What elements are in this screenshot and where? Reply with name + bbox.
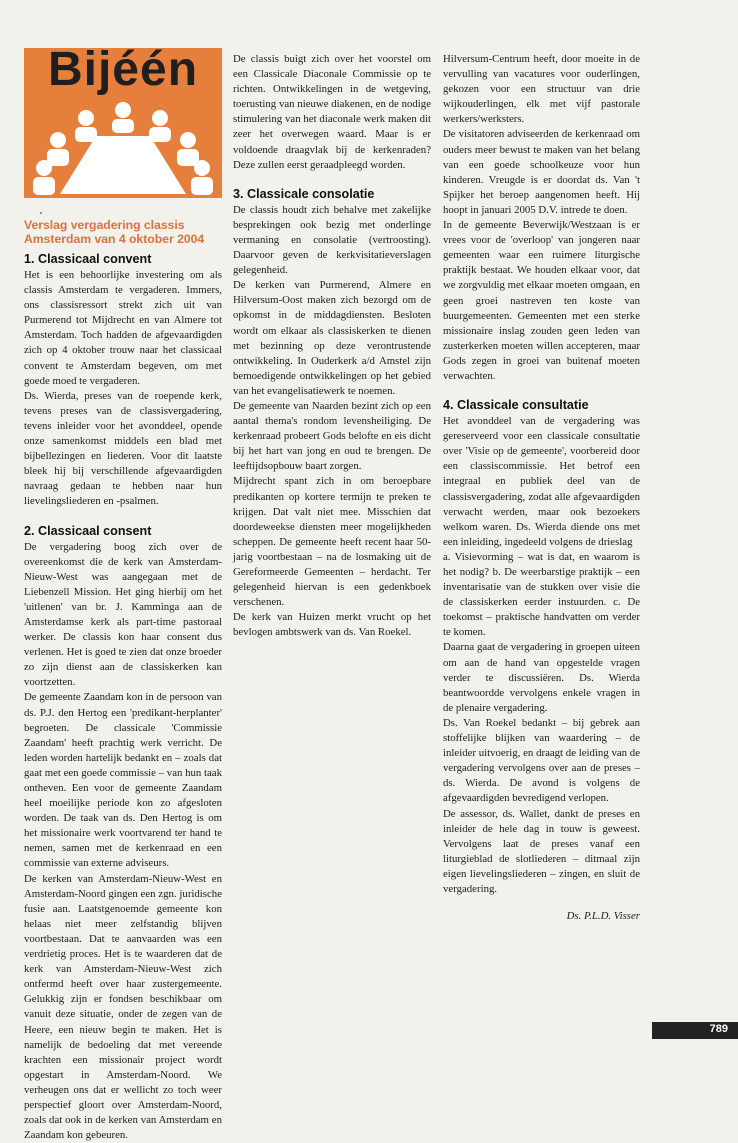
paragraph: Het is een behoorlijke investering om als classis Amsterdam te vergaderen. Immers, ons classisressort strekt zich uit van Purmerend tot Mijdrecht en van Almere tot Amsterdam. Toch hadden de afgevaardigden zich op 4 oktober trouw naar het classicaal convent te Amsterdam begeven, om met goede moed te vergaderen. [24, 269, 222, 387]
paragraph: Ds. Wierda, preses van de roepende kerk, tevens preses van de classisvergadering, tevens inleider voor het avonddeel, opende onze samenkomst middels een blad met bijbellezingen en liederen. Voor dit laatste bleek hij bij verschillende afgevaardigden navraag gedaan te hebben naar hun lievelingsliederen en -psalmen. [24, 389, 222, 508]
paragraph: De classis buigt zich over het voorstel om een Classicale Diaconale Commissie op te richten. Ontwikkelingen in de wetgeving, toerusting van nieuwe diakenen, en de nodige stimulering van het diaconale werk maken dit zeer het overwegen waard. Maar is er voldoende draagvlak bij de kerkenraden? Deze zullen eerst geraadpleegd worden. [233, 53, 431, 171]
paragraph: De vergadering boog zich over de overeenkomst die de kerk van Amsterdam-Nieuw-West was aangegaan met de Liebenzell Mission. Het ging hierbij om het 'uitlenen' van br. J. Kamminga aan de Amsterdamse kerk als part-time pastoraal werker. De classis kon haar consent dus verlenen. Het is goed te zien dat onze broeder zo zijn dienst aan de classiskerken kan voortzetten. [24, 540, 222, 689]
report-title: Verslag vergadering classis Amsterdam van 4 oktober 2004 [24, 218, 205, 247]
paragraph: a. Visievorming – wat is dat, en waarom is het nodig? b. De weerbarstige praktijk – een inventarisatie van de stukken over visie die de classiskerken eerder instuurden. c. De toekomst – praktische handvatten om verder te komen. [443, 550, 640, 639]
signature: Ds. P.L.D. Visser [566, 910, 640, 923]
paragraph: Mijdrecht spant zich in om beroepbare predikanten op kortere termijn te preken te krijgen. Dat valt niet mee. Misschien dat doordeweekse diensten meer mogelijkheden scheppen. De gemeente heeft recent haar 50-jarig voortbestaan – na de losmaking uit de Gereformeerde Gemeenten – herdacht. Ter gelegenheid hiervan is een gedenkboek verschenen. [233, 475, 431, 609]
paragraph: De kerken van Amsterdam-Nieuw-West en Amsterdam-Noord gingen een zgn. juridische fusie aan. Laatstgenoemde gemeente kon helaas niet meer zelfstandig blijven voortbestaan. Dat te aanvaarden was een verdrietig proces. Het is te waarderen dat de kerk van Amsterdam-Nieuw-West zich ontfermd heeft over haar zustergemeente. Gelukkig zijn er fondsen beschikbaar om vanuit deze situatie, onder de zegen van de Heere, een nieuw begin te maken. Het is namelijk de bedoeling dat met vereende krachten een missionair project wordt opgestart in Amsterdam-Noord. We verheugen ons dat er wellicht zo toch weer perspectief gloort over Amsterdam-Noord, zoals dat ook in de kerken van Amsterdam en Zaandam kon gebeuren. [24, 872, 222, 1142]
section-heading: 4. Classicale consultatie [443, 398, 589, 413]
paragraph: De gemeente van Naarden bezint zich op een aantal thema's rondom levensheiliging. De kerkenraad probeert Gods belofte en eis dicht bij het hart van jong en oud te brengen. De leeftijdsopbouw baart zorgen. [233, 399, 431, 473]
page-number-bar [652, 1022, 738, 1039]
paragraph: Hilversum-Centrum heeft, door moeite in de vervulling van vacatures voor ouderlingen, gekozen voor een structuur van drie wijkouderlingen, elk met vijf pastorale werkers/werksters. [443, 53, 640, 126]
paragraph: Het avonddeel van de vergadering was gereserveerd voor een classicale consultatie over 'Visie op de gemeente', voorbereid door een classiscommissie. Het betrof een integraal en publiek deel van de classisvergadering, zodat alle afgevaardigden verwacht werden, maar ook bezoekers welkom waren. Ds. Wierda diende ons met een inleiding, ingedeeld volgens de drieslag [443, 415, 640, 548]
column-3 [443, 52, 640, 924]
column-2 [233, 52, 431, 640]
paragraph: De gemeente Zaandam kon in de persoon van ds. P.J. den Hertog een 'predikant-herplanter' begroeten. De classicale 'Commissie Zaandam' heeft prachtig werk verricht. De leden worden hartelijk bedankt en – zoals dat gaat met een goede commissie – van hun taak ontheven. Een voor de gemeente Zaandam heel moeilijke periode kon zo afgesloten worden. De taak van ds. Den Hertog is om het missionaire werk voortvarend ter hand te nemen, samen met de kerkenraad en een commissie van externe adviseurs. [24, 691, 222, 870]
paragraph: De classis houdt zich behalve met zakelijke besprekingen ook bezig met onderlinge vermaning en consolatie (vertroosting). Daarvoor geven de kerkvisitatieverslagen gelegenheid. [233, 203, 431, 277]
paragraph: Ds. Van Roekel bedankt – bij gebrek aan stoffelijke blijken van waardering – de inleider uitvoerig, en draagt de leiding van de vergadering vervolgens over aan de preses – ds. Wierda. De avond is volgens de afgevaardigden bevredigend verlopen. [443, 716, 640, 805]
meeting-table-illustration [24, 48, 222, 198]
section-heading: 1. Classicaal convent [24, 252, 152, 266]
paragraph: De assessor, ds. Wallet, dankt de preses en inleider de hele dag in touw is geweest. Vervolgens laat de preses vanaf een liturgieblad de slotliederen – ditmaal zijn eigen lievelingsliederen – zingen, en sluit de vergadering. [443, 807, 640, 895]
section-heading: 3. Classicale consolatie [233, 186, 375, 201]
column-1 [24, 252, 222, 1143]
paragraph: Daarna gaat de vergadering in groepen uiteen om aan de hand van opgestelde vragen verder te discussiëren. Ds. Wierda beantwoordde vervolgens enkele vragen in de plenaire vergadering. [443, 641, 640, 714]
paragraph: De kerken van Purmerend, Almere en Hilversum-Oost maken zich bezorgd om de opkomst in de middagdiensten. Besloten wordt om elkaar als classiskerken te dienen met bezinning op deze verontrustende ontwikkeling. In Ouderkerk a/d Amstel zijn bemoedigende ontwikkelingen op het gebied van het evangelisatiewerk te noemen. [233, 279, 431, 397]
logo-word: Bijéén [47, 48, 199, 96]
section-heading: 2. Classicaal consent [24, 523, 152, 538]
bijeen-logo [24, 48, 222, 198]
paragraph: De kerk van Huizen merkt vrucht op het bevlogen ambtswerk van ds. Van Roekel. [233, 611, 431, 639]
bullet-dot [40, 212, 42, 214]
page-number: 789 [709, 1023, 728, 1035]
paragraph: In de gemeente Beverwijk/Westzaan is er vrees voor de 'overloop' van jongeren naar gemeenten waar een ruimere liturgische praktijk bestaat. We houden elkaar voor, dat we zorgvuldig met elkaar moeten omgaan, en geen groei nastreven ten koste van buurgemeenten. Gemeenten met een sterke missionaire inslag zouden geen leden van zusterkerken moeten willen accepteren, maar Gods zegen in groei van buitenaf moeten verwachten. [443, 219, 640, 382]
paragraph: De visitatoren adviseerden de kerkenraad om ouders meer bewust te maken van het belang van een goede schoolkeuze voor hun kinderen. Vreugde is er doordat ds. Van 't Spijker het beroep aangenomen heeft. Hij hoopt in januari 2005 D.V. intrede te doen. [443, 128, 640, 216]
